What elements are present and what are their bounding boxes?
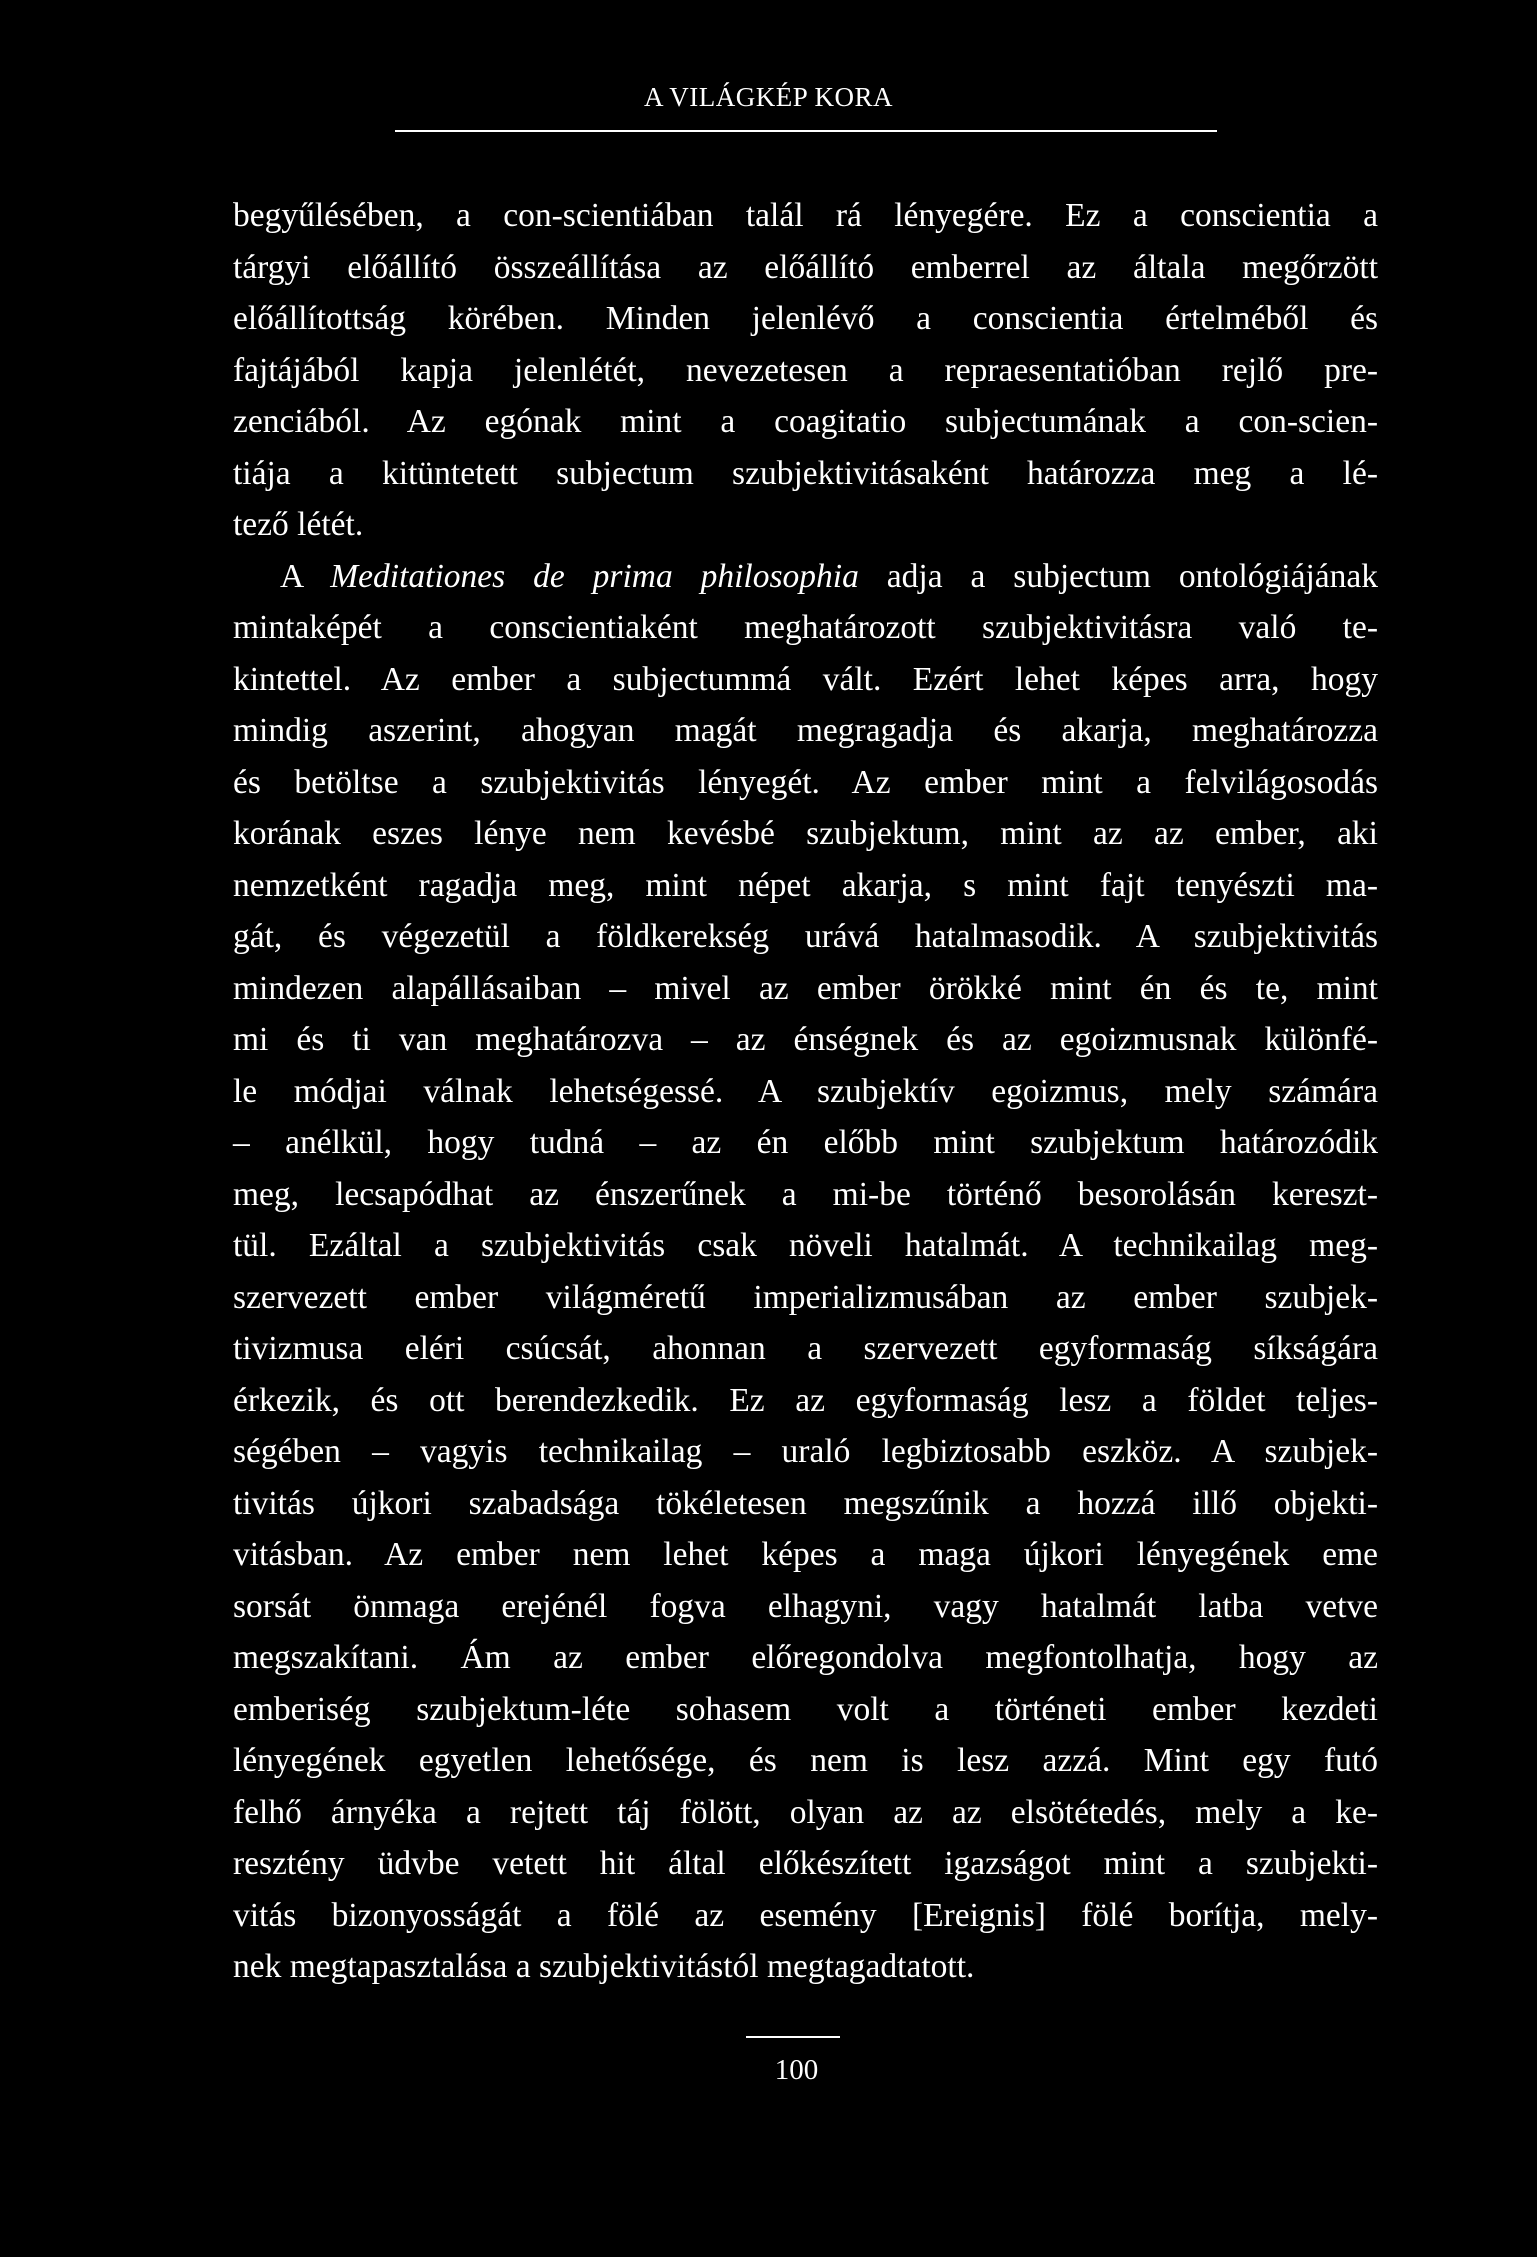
text-line: mindezen alapállásaiban – mivel az ember örökké mint én és te, mint xyxy=(233,969,1378,1007)
text-line: gát, és végezetül a földkerekség urává hatalmasodik. A szubjektivitás xyxy=(233,918,1378,955)
text-line: emberiség szubjektum-léte sohasem volt a történeti ember kezdeti xyxy=(233,1690,1378,1728)
text-line: ségében – vagyis technikailag – uraló legbiztosabb eszköz. A szubjek- xyxy=(233,1433,1378,1470)
body-text xyxy=(233,190,1378,1993)
text-line: – anélkül, hogy tudná – az én előbb mint szubjektum határozódik xyxy=(233,1124,1378,1161)
text-line: begyűlésében, a con-scientiában talál rá lényegére. Ez a conscientia a xyxy=(233,197,1378,234)
page-number: 100 xyxy=(774,2054,819,2086)
text-line: tivizmusa eléri csúcsát, ahonnan a szervezett egyformaság síkságára xyxy=(233,1330,1378,1367)
text-line: nek megtapasztalása a szubjektivitástól megtagadtatott. xyxy=(233,1948,975,1985)
text-line: érkezik, és ott berendezkedik. Ez az egyformaság lesz a földet teljes- xyxy=(233,1381,1378,1419)
text-line: lényegének egyetlen lehetősége, és nem is lesz azzá. Mint egy futó xyxy=(233,1742,1378,1779)
text-line: nemzetként ragadja meg, mint népet akarja, s mint fajt tenyészti ma- xyxy=(233,866,1378,904)
text-line: meg, lecsapódhat az énszerűnek a mi-be történő besorolásán kereszt- xyxy=(233,1175,1378,1213)
text-line: zenciából. Az egónak mint a coagitatio subjectumának a con-scien- xyxy=(233,403,1378,440)
text-line: resztény üdvbe vetett hit által előkészített igazságot mint a szubjekti- xyxy=(233,1845,1378,1882)
text-line: le módjai válnak lehetségessé. A szubjektív egoizmus, mely számára xyxy=(233,1072,1378,1110)
text-line: fajtájából kapja jelenlétét, nevezetesen a repraesentatióban rejlő pre- xyxy=(233,351,1378,389)
text-line: és betöltse a szubjektivitás lényegét. Az ember mint a felvilágosodás xyxy=(233,763,1378,801)
running-head: A VILÁGKÉP KORA xyxy=(643,82,893,112)
text-line: vitásban. Az ember nem lehet képes a maga újkori lényegének eme xyxy=(233,1536,1378,1573)
text-line: sorsát önmaga erejénél fogva elhagyni, vagy hatalmát latba vetve xyxy=(233,1587,1378,1625)
text-line: kintettel. Az ember a subjectummá vált. Ezért lehet képes arra, hogy xyxy=(233,660,1378,698)
text-line: tező létét. xyxy=(233,506,364,543)
text-line: korának eszes lénye nem kevésbé szubjektum, mint az az ember, aki xyxy=(233,815,1378,852)
text-line: mindig aszerint, ahogyan magát megragadja és akarja, meghatározza xyxy=(233,712,1378,749)
text-line: tül. Ezáltal a szubjektivitás csak növeli hatalmát. A technikailag meg- xyxy=(233,1227,1378,1264)
text-line: mi és ti van meghatározva – az énségnek és az egoizmusnak különfé- xyxy=(233,1021,1378,1058)
text-line: tivitás újkori szabadsága tökéletesen megszűnik a hozzá illő objekti- xyxy=(233,1484,1378,1522)
paragraph-opening-line xyxy=(233,551,1378,603)
text-line: megszakítani. Ám az ember előregondolva megfontolhatja, hogy az xyxy=(233,1639,1378,1676)
text-run: A xyxy=(280,557,331,595)
text-line: tárgyi előállító összeállítása az előállító emberrel az általa megőrzött xyxy=(233,248,1378,286)
text-line: tiája a kitüntetett subjectum szubjektivitásaként határozza meg a lé- xyxy=(233,454,1378,492)
header-rule xyxy=(395,130,1217,132)
text-line: mintaképét a conscientiaként meghatározott szubjektivitásra való te- xyxy=(233,609,1378,646)
text-line: előállítottság körében. Minden jelenlévő a conscientia értelméből és xyxy=(233,300,1378,337)
text-line: felhő árnyéka a rejtett táj fölött, olyan az az elsötétedés, mely a ke- xyxy=(233,1793,1378,1831)
text-line: vitás bizonyosságát a fölé az esemény [Ereignis] fölé borítja, mely- xyxy=(233,1896,1378,1934)
text-line: szervezett ember világméretű imperializmusában az ember szubjek- xyxy=(233,1278,1378,1316)
text-run: adja a subjectum ontológiájának xyxy=(858,557,1378,595)
footer-rule xyxy=(746,2036,840,2038)
book-title: Meditationes de prima philosophia xyxy=(330,557,859,595)
